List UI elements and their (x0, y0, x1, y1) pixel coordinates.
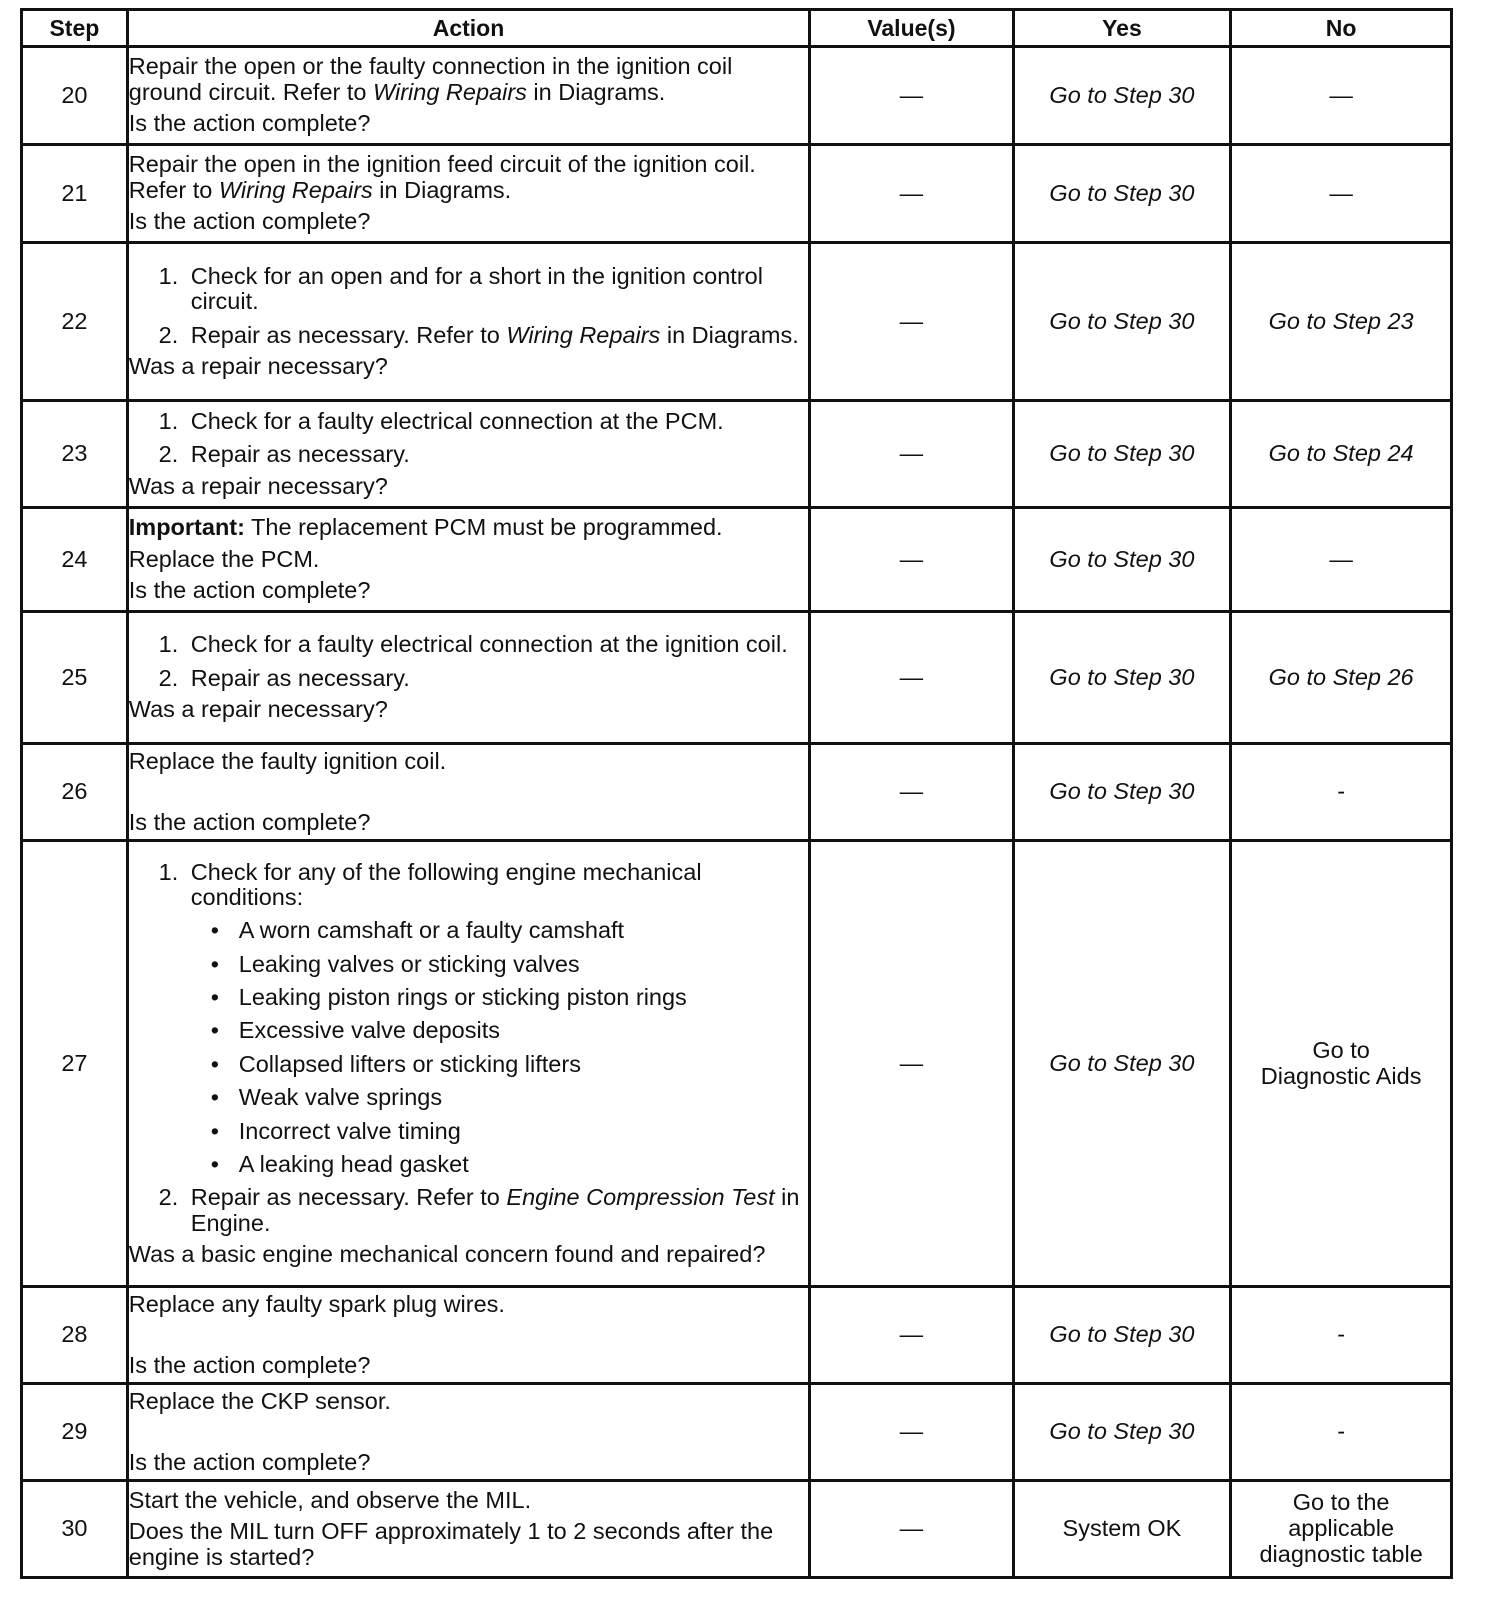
value-cell: — (810, 47, 1013, 145)
no-line: Go to the (1292, 1489, 1390, 1516)
action-steps (129, 409, 808, 468)
step-number: 25 (22, 612, 128, 744)
action-step-item: 1. Check for an open and for a short in the ignition control circuit. (185, 264, 808, 315)
action-text: Replace the CKP sensor. (128, 1387, 391, 1414)
action-step-item: 1. Check for a faulty electrical connection at the PCM. (185, 409, 808, 434)
no-cell: - (1231, 1384, 1452, 1481)
action-question: Is the action complete? (128, 1449, 371, 1475)
no-cell: Go to Step 26 (1231, 612, 1452, 744)
value-cell: — (810, 508, 1013, 612)
no-cell: Go to Step 23 (1231, 243, 1452, 401)
table-row (22, 744, 1452, 841)
list-item: • Collapsed lifters or sticking lifters (233, 1052, 808, 1077)
list-item: • Weak valve springs (233, 1085, 808, 1110)
yes-cell: Go to Step 30 (1013, 1287, 1231, 1384)
header-step: Step (22, 10, 128, 47)
action-step-item: 1. Check for any of the following engine mechanical conditions: • A worn camshaft or a faulty camshaft • Leaking valves or sticking valves • Leaking piston rings or sticking piston rings • Excessive valve deposits • Collapsed lifters or sticking lifters • Weak valve springs • Incorrect valve timing • A leaking head gasket (185, 860, 808, 1178)
action-text: Start the vehicle, and observe the MIL. (128, 1486, 532, 1513)
action-steps (129, 264, 808, 348)
value-cell: — (810, 744, 1013, 841)
yes-cell: System OK (1013, 1481, 1231, 1578)
action-text: Replace the PCM. (128, 545, 320, 572)
list-item: • Incorrect valve timing (233, 1119, 808, 1144)
no-cell: - (1231, 744, 1452, 841)
list-item: • A leaking head gasket (233, 1152, 808, 1177)
step-number: 26 (22, 744, 128, 841)
yes-cell: Go to Step 30 (1013, 47, 1231, 145)
action-question: Is the action complete? (128, 809, 371, 835)
step-number: 23 (22, 401, 128, 508)
action-cell (127, 841, 809, 1287)
yes-cell: Go to Step 30 (1013, 401, 1231, 508)
condition-list (191, 918, 808, 1177)
no-cell: - (1231, 1287, 1452, 1384)
yes-cell: Go to Step 30 (1013, 508, 1231, 612)
step-number: 22 (22, 243, 128, 401)
action-text: Replace any faulty spark plug wires. (128, 1290, 505, 1317)
list-item: • Excessive valve deposits (233, 1018, 808, 1043)
step-number: 30 (22, 1481, 128, 1578)
step-number: 24 (22, 508, 128, 612)
yes-cell: Go to Step 30 (1013, 841, 1231, 1287)
diagnostic-table (20, 8, 1453, 1579)
action-question: Is the action complete? (128, 1352, 371, 1378)
step-number: 29 (22, 1384, 128, 1481)
value-cell: — (810, 1384, 1013, 1481)
step-number: 20 (22, 47, 128, 145)
value-cell: — (810, 1481, 1013, 1578)
action-cell (127, 1287, 809, 1384)
no-cell: Go to Step 24 (1231, 401, 1452, 508)
important-note: Important: The replacement PCM must be programmed. (128, 514, 723, 541)
table-row (22, 47, 1452, 145)
action-cell (127, 1384, 809, 1481)
yes-cell: Go to Step 30 (1013, 145, 1231, 243)
table-row (22, 401, 1452, 508)
step-number: 28 (22, 1287, 128, 1384)
header-row (22, 10, 1452, 47)
no-line: applicable (1288, 1515, 1395, 1542)
yes-cell: Go to Step 30 (1013, 1384, 1231, 1481)
value-cell: — (810, 612, 1013, 744)
action-step-item: 2. Repair as necessary. Refer to Wiring Repairs in Diagrams. (185, 323, 808, 348)
table-row (22, 145, 1452, 243)
action-cell (127, 744, 809, 841)
table-row (22, 1481, 1452, 1578)
table-row (22, 612, 1452, 744)
table-row (22, 508, 1452, 612)
header-no: No (1231, 10, 1452, 47)
action-step-item: 2. Repair as necessary. (185, 442, 808, 467)
action-cell (127, 243, 809, 401)
action-step-item: 2. Repair as necessary. (185, 666, 808, 691)
table-row (22, 243, 1452, 401)
no-line: Go to (1312, 1036, 1370, 1063)
list-item: • Leaking piston rings or sticking piston rings (233, 985, 808, 1010)
value-cell: — (810, 1287, 1013, 1384)
action-cell (127, 508, 809, 612)
action-step-item: 1. Check for a faulty electrical connection at the ignition coil. (185, 632, 808, 657)
action-steps (129, 860, 808, 1237)
value-cell: — (810, 841, 1013, 1287)
step-number: 21 (22, 145, 128, 243)
action-question: Was a repair necessary? (128, 696, 388, 723)
table-row (22, 841, 1452, 1287)
value-cell: — (810, 145, 1013, 243)
action-cell (127, 1481, 809, 1578)
step-number: 27 (22, 841, 128, 1287)
table-row (22, 1384, 1452, 1481)
value-cell: — (810, 401, 1013, 508)
no-line: Diagnostic Aids (1260, 1062, 1422, 1089)
no-cell: — (1231, 47, 1452, 145)
header-values: Value(s) (810, 10, 1013, 47)
yes-cell: Go to Step 30 (1013, 744, 1231, 841)
action-question: Was a basic engine mechanical concern found and repaired? (128, 1241, 766, 1268)
yes-cell: Go to Step 30 (1013, 243, 1231, 401)
action-question: Was a repair necessary? (128, 352, 388, 379)
value-cell: — (810, 243, 1013, 401)
list-item: • A worn camshaft or a faulty camshaft (233, 918, 808, 943)
no-line: diagnostic table (1259, 1540, 1423, 1567)
action-text: Replace the faulty ignition coil. (128, 747, 447, 774)
list-item: • Leaking valves or sticking valves (233, 952, 808, 977)
action-cell (127, 145, 809, 243)
action-text: Repair the open in the ignition feed circuit of the ignition coil. Refer to Wiring Repairs in Diagrams. (128, 151, 756, 203)
action-cell (127, 612, 809, 744)
action-question: Is the action complete? (128, 110, 371, 137)
header-action: Action (127, 10, 809, 47)
action-steps (129, 632, 808, 691)
action-question: Is the action complete? (128, 577, 371, 604)
action-step-item: 2. Repair as necessary. Refer to Engine Compression Test in Engine. (185, 1185, 808, 1236)
action-cell (127, 47, 809, 145)
action-text: Repair the open or the faulty connection in the ignition coil ground circuit. Refer to Wiring Repairs in Diagrams. (128, 53, 733, 105)
header-yes: Yes (1013, 10, 1231, 47)
no-cell (1231, 841, 1452, 1287)
action-question: Is the action complete? (128, 208, 371, 235)
action-question: Was a repair necessary? (128, 472, 388, 499)
no-cell: — (1231, 145, 1452, 243)
no-cell (1231, 1481, 1452, 1578)
no-cell: — (1231, 508, 1452, 612)
action-cell (127, 401, 809, 508)
action-question: Does the MIL turn OFF approximately 1 to 2 seconds after the engine is started? (128, 1518, 774, 1570)
table-row (22, 1287, 1452, 1384)
yes-cell: Go to Step 30 (1013, 612, 1231, 744)
